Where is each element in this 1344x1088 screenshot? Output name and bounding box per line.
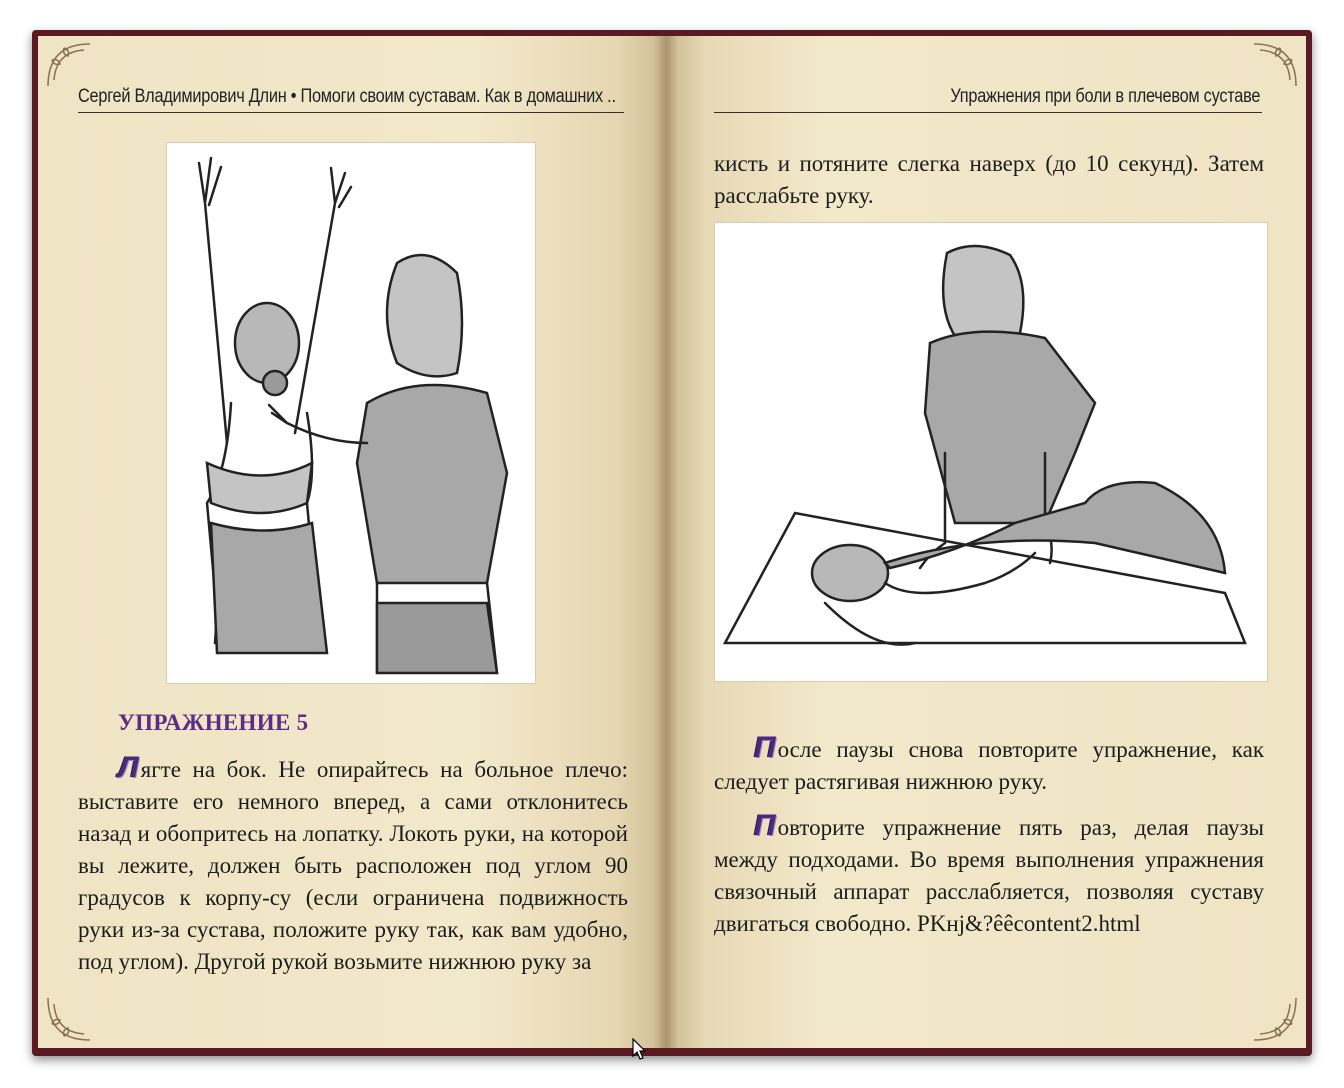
ornament-corner-icon xyxy=(44,40,94,90)
left-page-header: Сергей Владимирович Длин • Помоги своим суставам. Как в домашних .. xyxy=(78,86,616,107)
ornament-corner-icon xyxy=(1250,994,1300,1044)
header-divider xyxy=(714,112,1262,113)
dropcap-letter: П xyxy=(754,809,776,842)
dropcap-letter: Л xyxy=(118,751,139,784)
paragraph-text: осле паузы снова повторите упражнение, как следует растягивая нижнюю руку. xyxy=(714,737,1264,794)
dropcap-letter: П xyxy=(754,731,776,764)
lying-stretch-drawing xyxy=(715,223,1267,681)
right-page-header: Упражнения при боли в плечевом суставе xyxy=(950,86,1260,107)
right-page[interactable] xyxy=(666,36,1306,1048)
exercise-text: ягте на бок. Не опирайтесь на больное плечо: выставите его немного вперед, а сами отклонитесь назад и обопритесь на лопатку. Локоть руки, на которой вы лежите, должен быть расположен под углом 90 градусов к корпу-су (если ограничена подвижность руки из-за сустава, положите руку так, как вам удобно, под углом). Другой рукой возьмите нижнюю руку за xyxy=(78,757,628,974)
left-page[interactable] xyxy=(38,36,666,1048)
book-viewer xyxy=(32,30,1312,1056)
exercise-paragraph xyxy=(78,751,628,978)
header-divider xyxy=(78,112,624,113)
paragraph-text: овторите упражнение пять раз, делая паузы между подходами. Во время выполнения упражнения связочный аппарат расслабляется, позволяя суставу двигаться свободно. PKнј&?êêcontent2.html xyxy=(714,815,1264,936)
mouse-cursor-icon xyxy=(632,1038,646,1060)
ornament-corner-icon xyxy=(1250,40,1300,90)
continued-text: кисть и потяните слегка наверх (до 10 секунд). Затем расслабьте руку. xyxy=(714,151,1264,208)
exercise-heading: УПРАЖНЕНИЕ 5 xyxy=(118,710,309,735)
standing-stretch-drawing xyxy=(167,143,535,683)
illustration-shoulder-stretch-standing xyxy=(166,142,536,684)
ornament-corner-icon xyxy=(44,994,94,1044)
paragraph-after-pause xyxy=(714,731,1264,798)
paragraph-repeat xyxy=(714,809,1264,940)
illustration-lying-shoulder-stretch xyxy=(714,222,1268,682)
